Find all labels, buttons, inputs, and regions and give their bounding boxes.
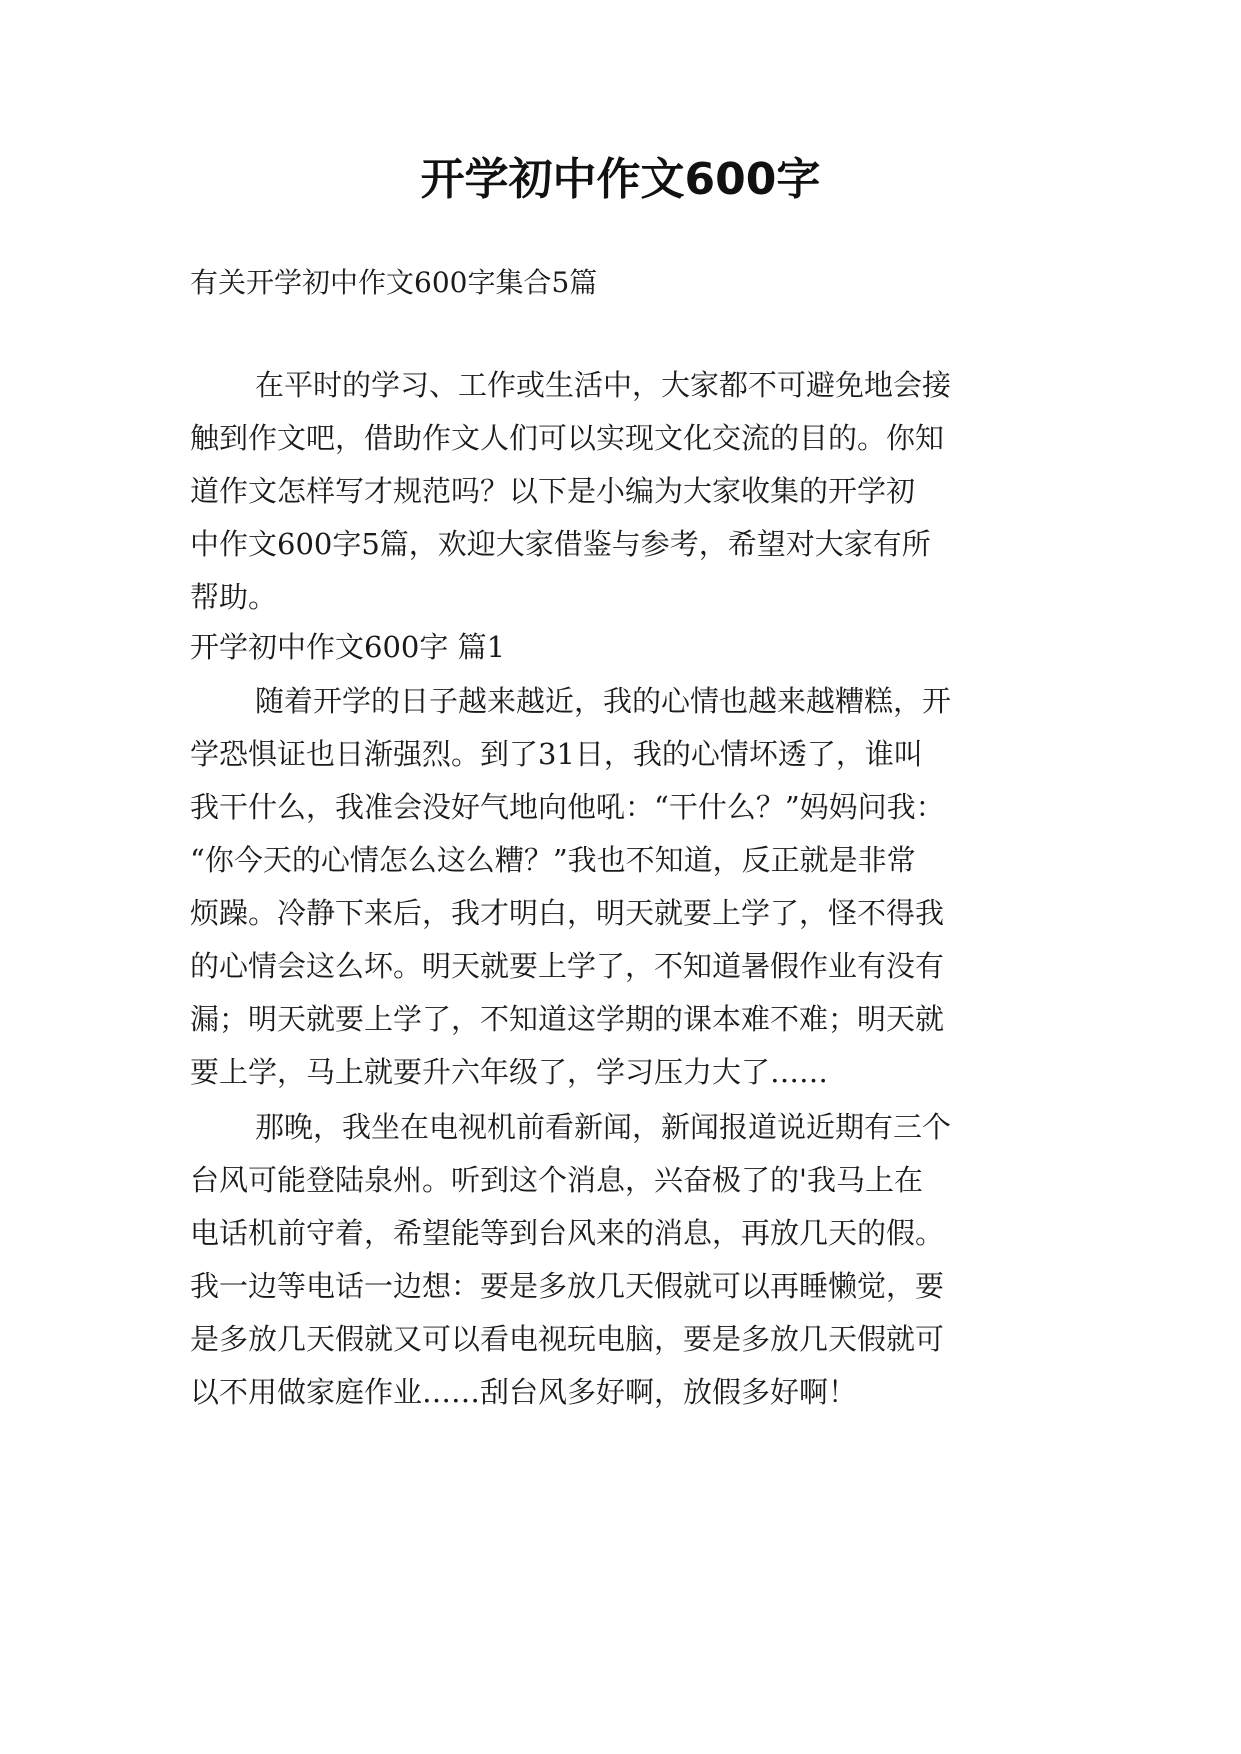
paragraph2-line-1: 那晚，我坐在电视机前看新闻，新闻报道说近期有三个 (255, 1110, 952, 1144)
intro-line-1: 在平时的学习、工作或生活中，大家都不可避免地会接 (255, 368, 952, 402)
paragraph1-line-4: “你今天的心情怎么这么糟？”我也不知道，反正就是非常 (190, 843, 916, 877)
intro-line-5: 帮助。 (190, 580, 278, 614)
paragraph1-line-8: 要上学，马上就要升六年级了，学习压力大了…… (190, 1055, 829, 1089)
paragraph1-line-6: 的心情会这么坏。明天就要上学了，不知道暑假作业有没有 (190, 949, 945, 983)
document-subtitle: 有关开学初中作文600字集合5篇 (190, 266, 598, 299)
paragraph1-line-2: 学恐惧证也日渐强烈。到了31日，我的心情坏透了，谁叫 (190, 737, 923, 771)
intro-line-2: 触到作文吧，借助作文人们可以实现文化交流的目的。你知 (190, 421, 945, 455)
paragraph2-line-6: 以不用做家庭作业……刮台风多好啊，放假多好啊！ (190, 1375, 858, 1409)
paragraph2-line-3: 电话机前守着，希望能等到台风来的消息，再放几天的假。 (190, 1216, 945, 1250)
paragraph1-line-3: 我干什么，我准会没好气地向他吼：“干什么？”妈妈问我： (190, 790, 945, 824)
paragraph1-line-1: 随着开学的日子越来越近，我的心情也越来越糟糕，开 (255, 684, 952, 718)
paragraph2-line-5: 是多放几天假就又可以看电视玩电脑，要是多放几天假就可 (190, 1322, 945, 1356)
paragraph1-line-5: 烦躁。冷静下来后，我才明白，明天就要上学了，怪不得我 (190, 896, 945, 930)
document-title: 开学初中作文600字 (420, 154, 821, 205)
section-heading: 开学初中作文600字 篇1 (190, 630, 506, 664)
intro-line-4: 中作文600字5篇，欢迎大家借鉴与参考，希望对大家有所 (190, 527, 931, 561)
paragraph1-line-7: 漏；明天就要上学了，不知道这学期的课本难不难；明天就 (190, 1002, 945, 1036)
paragraph2-line-4: 我一边等电话一边想：要是多放几天假就可以再睡懒觉，要 (190, 1269, 945, 1303)
paragraph2-line-2: 台风可能登陆泉州。听到这个消息，兴奋极了的'我马上在 (190, 1163, 923, 1197)
intro-line-3: 道作文怎样写才规范吗？以下是小编为大家收集的开学初 (190, 474, 916, 508)
